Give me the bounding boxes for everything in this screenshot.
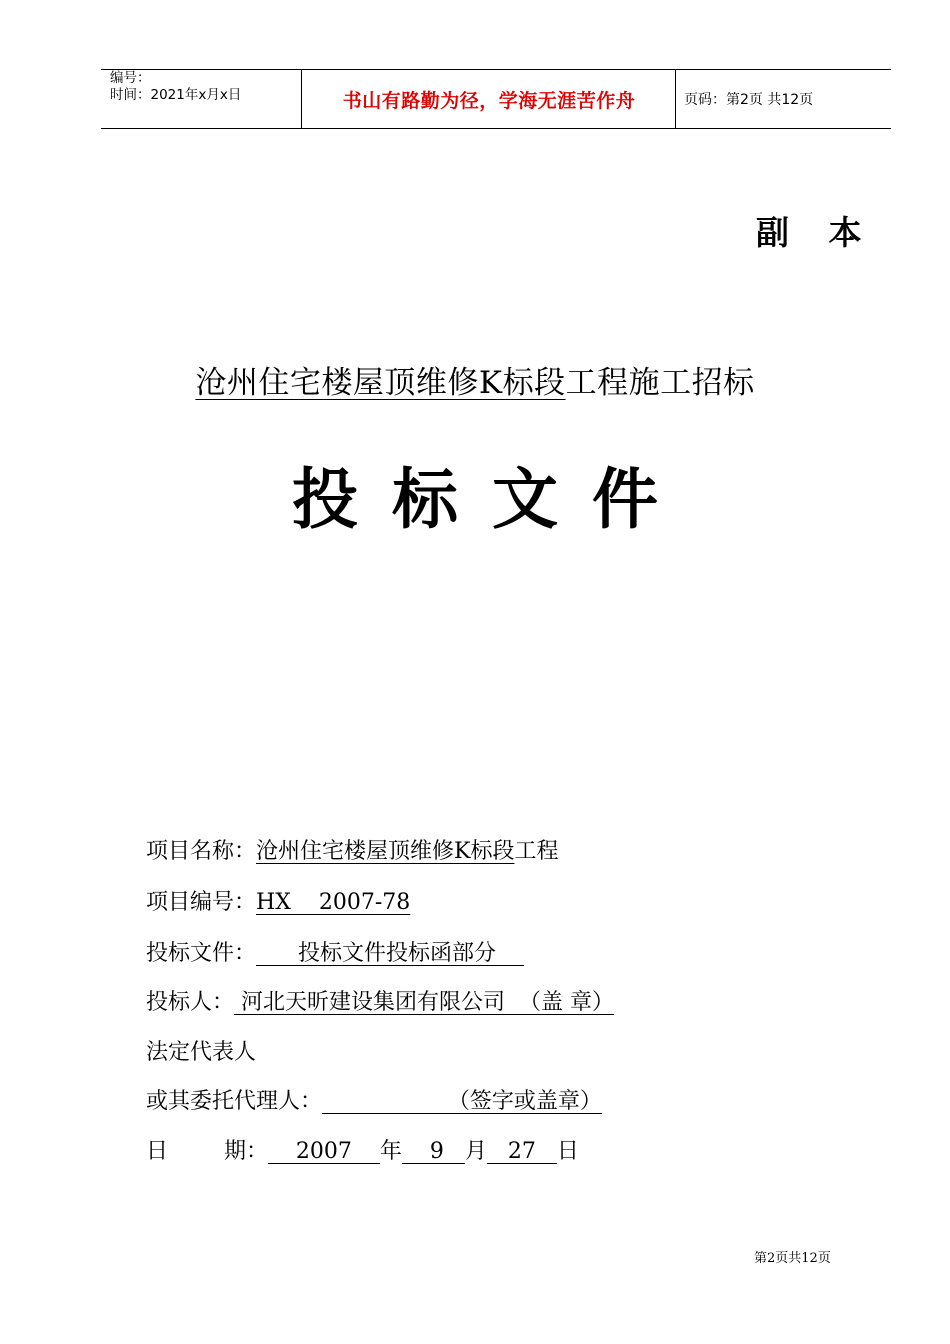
project-name-value: 沧州住宅楼屋顶维修K标段 — [256, 839, 515, 864]
field-bidder — [146, 988, 614, 1018]
header-motto: 书山有路勤为径，学海无涯苦作舟 — [342, 90, 636, 112]
subtitle-project-name: 沧州住宅楼屋顶维修K标段 — [195, 365, 566, 401]
field-agent — [146, 1087, 602, 1117]
project-number-label: 项目编号： — [146, 890, 257, 915]
header-bottom-rule — [101, 128, 891, 129]
footer-page-info: 第2页共12页 — [754, 1251, 831, 1266]
header-time-label: 时间：2021年x月x日 — [110, 87, 242, 103]
date-month-unit: 月 — [464, 1139, 487, 1164]
bid-document-label: 投标文件： — [146, 941, 257, 966]
bid-document-value: 投标文件投标函部分 — [256, 941, 524, 966]
header-number-label: 编号： — [110, 70, 151, 86]
date-label: 日 期： — [146, 1139, 268, 1164]
legal-rep-label: 法定代表人 — [146, 1040, 257, 1065]
document-subtitle — [0, 357, 950, 402]
project-number-value: HX 2007-78 — [256, 890, 411, 915]
document-main-title: 投标文件 — [292, 461, 692, 538]
project-name-label: 项目名称： — [146, 839, 257, 864]
bidder-label: 投标人： — [146, 990, 235, 1015]
agent-value: （签字或盖章） — [322, 1089, 602, 1114]
bidder-value: 河北天昕建设集团有限公司 （盖 章） — [234, 990, 614, 1015]
field-project-name — [146, 837, 558, 867]
field-legal-representative — [146, 1038, 256, 1068]
project-name-suffix: 工程 — [514, 839, 559, 864]
field-bid-document — [146, 939, 524, 969]
field-date — [146, 1137, 579, 1167]
header-meta — [110, 70, 300, 104]
subtitle-suffix: 工程施工招标 — [565, 365, 755, 401]
date-day-unit: 日 — [556, 1139, 579, 1164]
date-day: 27 — [486, 1139, 557, 1164]
date-year-unit: 年 — [379, 1139, 402, 1164]
copy-mark: 副 本 — [756, 213, 876, 252]
date-month: 9 — [401, 1139, 465, 1164]
header-page-info: 页码：第2页 共12页 — [684, 92, 814, 108]
field-project-number — [146, 888, 410, 918]
date-year: 2007 — [267, 1139, 380, 1164]
agent-label: 或其委托代理人： — [146, 1089, 323, 1114]
